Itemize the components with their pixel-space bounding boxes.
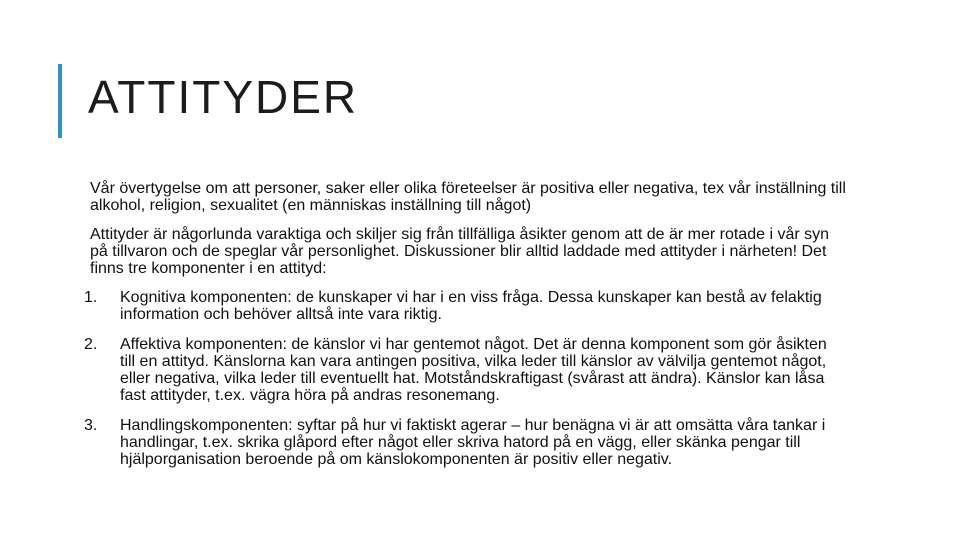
list-number: 3. <box>84 417 98 434</box>
definition-paragraph: Vår övertygelse om att personer, saker eller olika företeelser är positiva eller negativa, tex vår inställning till alkohol, religion, sexualitet (en människas inställning till något) <box>90 180 846 214</box>
slide-body <box>84 180 850 481</box>
list-item-text: Kognitiva komponenten: de kunskaper vi har i en viss fråga. Dessa kunskaper kan bestå av felaktig information och behöver alltså inte vara riktig. <box>120 289 822 323</box>
list-number: 1. <box>84 289 98 306</box>
list-item-text: Affektiva komponenten: de känslor vi har gentemot något. Det är denna komponent som gör åsikten till en attityd. Känslorna kan vara antingen positiva, vilka leder till känslor av välvilja gentemot något, eller negativa, vilka leder till eventuellt hat. Motståndskraftigast (svårast att ändra). Känslor kan låsa fast attityder, t.ex. vägra höra på andras resonemang. <box>120 336 827 404</box>
slide-title: ATTITYDER <box>88 71 359 123</box>
list-number: 2. <box>84 336 98 353</box>
list-item-affective <box>84 336 844 404</box>
list-item-behavioral <box>84 417 844 468</box>
list-item-cognitive <box>84 289 844 323</box>
title-accent-bar <box>58 64 62 138</box>
description-paragraph: Attityder är någorlunda varaktiga och skiljer sig från tillfälliga åsikter genom att de är mer rotade i vår syn på tillvaron och de speglar vår personlighet. Diskussioner blir alltid laddade med attityder i närheten! Det finns tre komponenter i en attityd: <box>90 226 830 277</box>
list-item-text: Handlingskomponenten: syftar på hur vi faktiskt agerar – hur benägna vi är att omsätta våra tankar i handlingar, t.ex. skrika glåpord efter något eller skriva hatord på en vägg, eller skänka pengar till hjälporganisation beroende på om känslokomponenten är positiv eller negativ. <box>120 417 826 468</box>
components-list <box>84 289 844 468</box>
